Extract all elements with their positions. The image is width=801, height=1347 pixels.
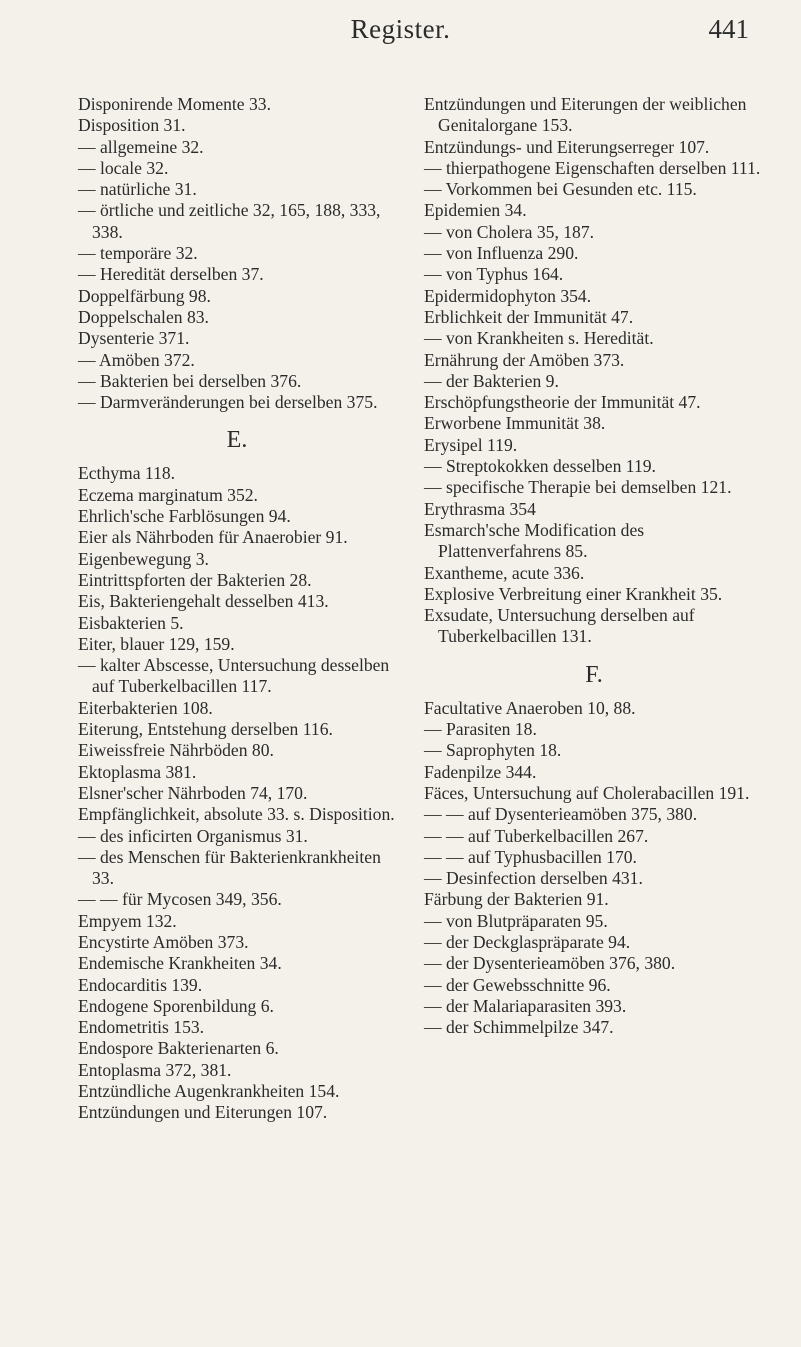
index-entry: — des inficirten Organismus 31. (78, 825, 308, 846)
index-entry: Endometritis 153. (78, 1017, 205, 1038)
index-entry: Endogene Sporenbildung 6. (78, 995, 274, 1016)
index-entry: Dysenterie 371. (78, 328, 190, 349)
section-letter: F. (585, 661, 603, 688)
index-entry: Ernährung der Amöben 373. (424, 349, 625, 370)
index-entry: — thierpathogene Eigenschaften derselben 111. (424, 157, 761, 178)
index-entry: Eiweissfreie Nährböden 80. (78, 740, 274, 761)
index-entry: — — auf Tuberkelbacillen 267. (424, 825, 649, 846)
index-entry: Ecthyma 118. (78, 463, 176, 484)
page-header (0, 8, 801, 58)
index-entry: Elsner'scher Nährboden 74, 170. (78, 782, 308, 803)
index-entry: — der Gewebsschnitte 96. (424, 974, 611, 995)
index-entry: Eczema marginatum 352. (78, 484, 258, 505)
index-entry: Endemische Krankheiten 34. (78, 953, 282, 974)
index-entry: Entzündliche Augenkrankheiten 154. (78, 1081, 340, 1102)
index-entry: Facultative Anaeroben 10, 88. (424, 697, 636, 718)
section-letter: E. (226, 427, 248, 454)
index-entry: Entzündungen und Eiterungen der weiblichen Genitalorgane 153. (424, 94, 747, 136)
index-entry: Ehrlich'sche Farblösungen 94. (78, 506, 291, 527)
index-entry: Erblichkeit der Immunität 47. (424, 306, 634, 327)
index-entry: — Heredität derselben 37. (78, 264, 264, 285)
index-entry: — der Bakterien 9. (424, 370, 559, 391)
index-entry: — von Influenza 290. (424, 243, 579, 264)
index-entry: Exsudate, Untersuchung derselben auf Tuberkelbacillen 131. (424, 605, 695, 647)
index-entry: Exantheme, acute 336. (424, 562, 585, 583)
index-column-left (78, 94, 396, 1124)
index-entry: — örtliche und zeitliche 32, 165, 188, 333, 338. (78, 200, 381, 242)
index-entry: Entoplasma 372, 381. (78, 1059, 232, 1080)
index-entry: Epidemien 34. (424, 200, 527, 221)
index-entry: — Parasiten 18. (424, 719, 537, 740)
index-entry: — der Malariaparasiten 393. (424, 995, 627, 1016)
index-entry: Doppelfärbung 98. (78, 285, 211, 306)
index-entry: Ektoplasma 381. (78, 761, 197, 782)
index-entry: Disponirende Momente 33. (78, 94, 272, 114)
index-entry: — — für Mycosen 349, 356. (78, 889, 282, 910)
index-entry: Endocarditis 139. (78, 974, 203, 995)
index-entry: Erythrasma 354 (424, 498, 536, 519)
index-entry: — temporäre 32. (78, 243, 198, 264)
index-entry: Fäces, Untersuchung auf Cholerabacillen 191. (424, 782, 750, 803)
index-entry: — von Typhus 164. (424, 264, 564, 285)
index-entry: Eiterung, Entstehung derselben 116. (78, 719, 333, 740)
index-entry: — von Cholera 35, 187. (424, 221, 595, 242)
index-entry: Erschöpfungstheorie der Immunität 47. (424, 392, 701, 413)
index-entry: — specifische Therapie bei demselben 121. (424, 477, 732, 498)
index-entry: Eisbakterien 5. (78, 612, 184, 633)
index-entry: Entzündungs- und Eiterungserreger 107. (424, 136, 710, 157)
index-entry: — der Deckglaspräparate 94. (424, 931, 631, 952)
running-title: Register. (350, 14, 451, 44)
index-entry: Epidermidophyton 354. (424, 285, 592, 306)
index-entry: — allgemeine 32. (78, 136, 204, 157)
index-entry: — Amöben 372. (78, 349, 195, 370)
index-entry: Esmarch'sche Modification des Plattenverfahrens 85. (424, 519, 645, 562)
index-entry: Endospore Bakterienarten 6. (78, 1038, 279, 1059)
index-entry: Disposition 31. (78, 115, 186, 136)
index-entry: Fadenpilze 344. (424, 761, 537, 782)
index-entry: — Vorkommen bei Gesunden etc. 115. (424, 179, 697, 200)
index-entry: — Saprophyten 18. (424, 740, 562, 761)
index-entry: Eintrittspforten der Bakterien 28. (78, 569, 312, 590)
index-entry: Encystirte Amöben 373. (78, 931, 249, 952)
index-entry: — — auf Typhusbacillen 170. (424, 846, 637, 867)
index-entry: — locale 32. (78, 157, 169, 178)
index-entry: — von Blutpräparaten 95. (424, 910, 608, 931)
index-entry: — Streptokokken desselben 119. (424, 456, 656, 477)
index-entry: Eiter, blauer 129, 159. (78, 633, 235, 654)
index-entry: Eier als Nährboden für Anaerobier 91. (78, 527, 348, 548)
index-entry: — kalter Abscesse, Untersuchung desselben auf Tuberkelbacillen 117. (78, 655, 390, 697)
index-entry: Eigenbewegung 3. (78, 548, 209, 569)
index-entry: Doppelschalen 83. (78, 306, 209, 327)
index-entry: Erworbene Immunität 38. (424, 413, 606, 434)
index-entry: Eis, Bakteriengehalt desselben 413. (78, 591, 329, 612)
index-entry: Empyem 132. (78, 910, 177, 931)
index-entry: — Bakterien bei derselben 376. (78, 370, 302, 391)
index-entry: Entzündungen und Eiterungen 107. (78, 1102, 328, 1123)
page-number: 441 (708, 14, 749, 44)
index-entry: — — auf Dysenterieamöben 375, 380. (424, 804, 698, 825)
index-column-right (424, 94, 764, 1038)
index-entry: — natürliche 31. (78, 179, 197, 200)
index-entry: Explosive Verbreitung einer Krankheit 35. (424, 583, 723, 604)
index-entry: — der Dysenterieamöben 376, 380. (424, 953, 676, 974)
index-entry: Empfänglichkeit, absolute 33. s. Disposition. (78, 804, 395, 825)
index-entry: — Desinfection derselben 431. (424, 868, 643, 889)
index-entry: Färbung der Bakterien 91. (424, 889, 609, 910)
index-entry: Eiterbakterien 108. (78, 697, 213, 718)
index-entry: — von Krankheiten s. Heredität. (424, 328, 654, 349)
index-entry: — des Menschen für Bakterienkrankheiten 33. (78, 846, 381, 889)
index-entry: — Darmveränderungen bei derselben 375. (78, 392, 378, 413)
index-entry: Erysipel 119. (424, 434, 518, 455)
index-entry: — der Schimmelpilze 347. (424, 1017, 614, 1038)
